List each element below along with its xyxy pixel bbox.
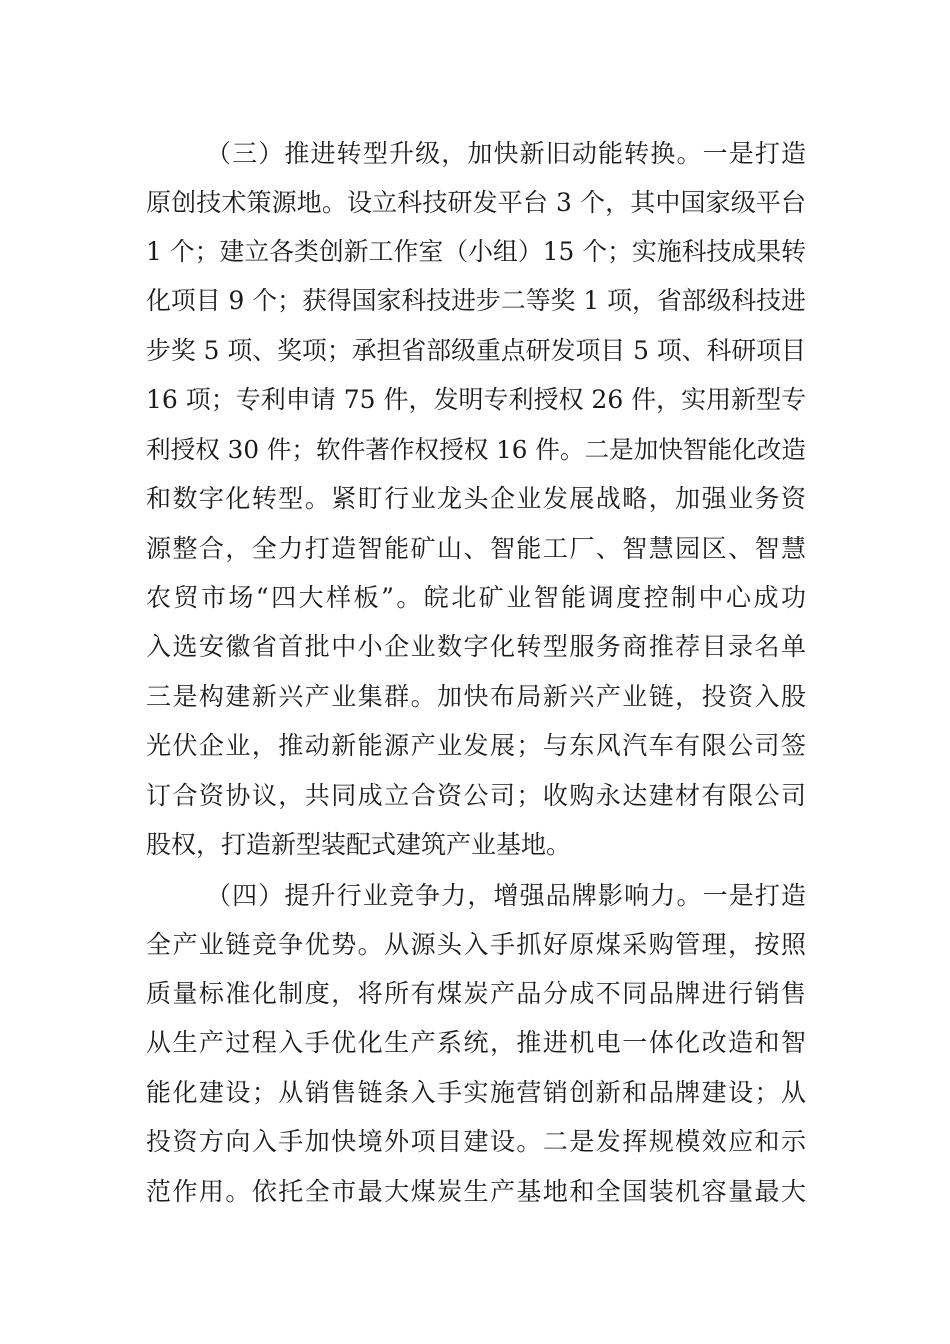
paragraph-3-line-1: （三）推进转型升级，加快新旧动能转换。一是打造 [206, 139, 806, 168]
paragraph-3-line-5: 步奖 5 项、奖项；承担省部级重点研发项目 5 项、科研项目 [146, 336, 806, 365]
paragraph-3-line-8: 和数字化转型。紧盯行业龙头企业发展战略，加强业务资 [146, 484, 806, 513]
paragraph-4-line-3: 质量标准化制度，将所有煤炭产品分成不同品牌进行销售 [146, 979, 806, 1008]
paragraph-3-line-4: 化项目 9 个；获得国家科技进步二等奖 1 项，省部级科技进 [146, 286, 806, 315]
paragraph-3-line-3: 1 个；建立各类创新工作室（小组）15 个；实施科技成果转 [146, 237, 806, 266]
paragraph-3-line-10: 农贸市场“四大样板”。皖北矿业智能调度控制中心成功 [146, 583, 806, 612]
paragraph-4-line-2: 全产业链竞争优势。从源头入手抓好原煤采购管理，按照 [146, 930, 806, 959]
paragraph-3-line-14: 订合资协议，共同成立合资公司；收购永达建材有限公司 [146, 781, 806, 810]
paragraph-4-line-1: （四）提升行业竞争力，增强品牌影响力。一是打造 [206, 881, 806, 910]
paragraph-4-line-7: 范作用。依托全市最大煤炭生产基地和全国装机容量最大 [146, 1177, 806, 1206]
paragraph-4-line-5: 能化建设；从销售链条入手实施营销创新和品牌建设；从 [146, 1078, 806, 1107]
paragraph-3-line-13: 光伏企业，推动新能源产业发展；与东风汽车有限公司签 [146, 731, 806, 760]
paragraph-4-line-6: 投资方向入手加快境外项目建设。二是发挥规模效应和示 [146, 1127, 806, 1156]
paragraph-3-line-2: 原创技术策源地。设立科技研发平台 3 个，其中国家级平台 [146, 188, 806, 217]
paragraph-4-line-4: 从生产过程入手优化生产系统，推进机电一体化改造和智 [146, 1028, 806, 1057]
paragraph-3-line-11: 入选安徽省首批中小企业数字化转型服务商推荐目录名单 [146, 632, 806, 661]
paragraph-3-line-6: 16 项；专利申请 75 件，发明专利授权 26 件，实用新型专 [146, 385, 807, 414]
paragraph-3-line-9: 源整合，全力打造智能矿山、智能工厂、智慧园区、智慧 [146, 534, 806, 563]
paragraph-3-line-15: 股权，打造新型装配式建筑产业基地。 [146, 830, 572, 859]
paragraph-3-line-7: 利授权 30 件；软件著作权授权 16 件。二是加快智能化改造 [146, 435, 806, 464]
paragraph-3-line-12: 三是构建新兴产业集群。加快布局新兴产业链，投资入股 [146, 682, 806, 711]
